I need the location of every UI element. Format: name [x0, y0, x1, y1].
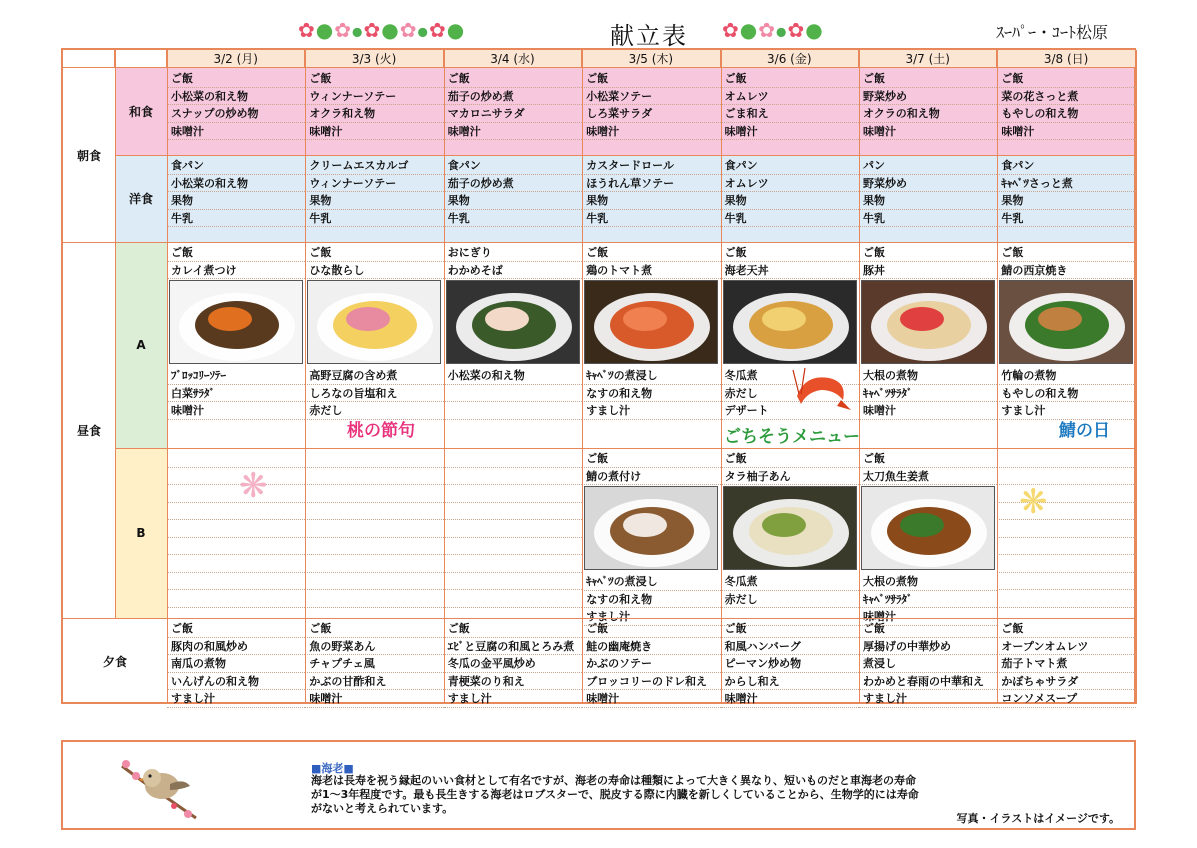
menu-item: カレイ煮つけ [167, 262, 305, 280]
menu-item: 小松菜の和え物 [444, 367, 582, 385]
menu-item: タラ柚子あん [721, 468, 859, 486]
facility-name: ｽｰﾊﾟｰ・ｺｰﾄ松原 [996, 23, 1109, 42]
corner-cell [115, 50, 167, 68]
note-box [61, 740, 1136, 830]
menu-item: ｴﾋﾞと豆腐の和風とろみ煮 [444, 638, 582, 656]
menu-item: かぼちゃサラダ [997, 673, 1135, 691]
decoration-right: ✿●✿●✿● [722, 18, 824, 42]
menu-item: ｷｬﾍﾞﾂｻﾗﾀﾞ [859, 591, 997, 609]
menu-item: ﾌﾞﾛｯｺﾘｰｿﾃｰ [167, 367, 305, 385]
menu-item: 竹輪の煮物 [997, 367, 1135, 385]
lunch-b-label: B [136, 526, 146, 540]
empty-row [444, 520, 582, 538]
menu-item: スナップの炒め物 [167, 105, 305, 123]
menu-item: ほうれん草ソテー [582, 175, 720, 193]
menu-item: しろなの旨塩和え [305, 385, 443, 403]
menu-item: ごま和え [721, 105, 859, 123]
empty-row [305, 573, 443, 591]
menu-item: オクラ和え物 [305, 105, 443, 123]
menu-item: 果物 [167, 192, 305, 210]
menu-item: もやしの和え物 [997, 385, 1135, 403]
menu-item: ご飯 [582, 244, 720, 262]
menu-item: 小松菜ソテー [582, 88, 720, 106]
menu-item: 食パン [444, 157, 582, 175]
menu-item: 味噌汁 [444, 123, 582, 141]
empty-row [167, 503, 305, 521]
menu-item: わかめそば [444, 262, 582, 280]
menu-item: すまし汁 [167, 690, 305, 708]
event-momo-no-sekku: 桃の節句 [347, 421, 415, 441]
menu-item: ご飯 [721, 620, 859, 638]
dinner-label: 夕食 [102, 654, 127, 669]
page-title: 献立表 [610, 22, 688, 50]
menu-item: 赤だし [305, 402, 443, 420]
menu-item: 味噌汁 [582, 123, 720, 141]
frog-icon: ● [315, 18, 335, 42]
menu-item: 味噌汁 [859, 608, 997, 626]
menu-item: 味噌汁 [721, 123, 859, 141]
menu-item: おにぎり [444, 244, 582, 262]
menu-item: 食パン [167, 157, 305, 175]
menu-item: かぶのソテー [582, 655, 720, 673]
flower-icon: ✿ [758, 18, 776, 42]
day-header: 3/4 (水) [444, 50, 582, 68]
breakfast-label: 朝食 [76, 148, 101, 163]
menu-item: 太刀魚生姜煮 [859, 468, 997, 486]
grid-line [305, 50, 306, 704]
menu-item: 魚の野菜あん [305, 638, 443, 656]
menu-item: ご飯 [305, 620, 443, 638]
yoshoku-label: 洋食 [128, 192, 153, 206]
menu-item: ご飯 [721, 244, 859, 262]
corner-cell [63, 50, 115, 68]
menu-item: 冬瓜煮 [721, 573, 859, 591]
empty-row [997, 520, 1135, 538]
empty-row [305, 538, 443, 556]
empty-row [167, 555, 305, 573]
menu-item: ご飯 [859, 70, 997, 88]
grid-line [167, 50, 168, 704]
empty-row [444, 555, 582, 573]
menu-item: ご飯 [582, 620, 720, 638]
menu-item: 豚丼 [859, 262, 997, 280]
chicken-tomato-photo [584, 280, 718, 364]
note-line: 海老は長寿を祝う縁起のいい食材として有名ですが、海老の寿命は種類によって大きく異なり、短いものだと車海老の寿命 [311, 774, 916, 787]
menu-item: オムレツ [721, 175, 859, 193]
menu-item: からし和え [721, 673, 859, 691]
menu-item: 味噌汁 [859, 123, 997, 141]
menu-item: ご飯 [582, 70, 720, 88]
menu-item: 茄子の炒め煮 [444, 175, 582, 193]
menu-item: ご飯 [859, 450, 997, 468]
simmered-mackerel-photo [584, 486, 718, 570]
empty-row [305, 485, 443, 503]
menu-item: マカロニサラダ [444, 105, 582, 123]
grid-line [63, 618, 1134, 619]
menu-item: ご飯 [721, 450, 859, 468]
menu-item: 大根の煮物 [859, 573, 997, 591]
menu-item: ウィンナーソテー [305, 88, 443, 106]
menu-item [444, 402, 582, 420]
menu-item: オープンオムレツ [997, 638, 1135, 656]
menu-item: 小松菜の和え物 [167, 175, 305, 193]
grid-line [721, 50, 722, 704]
empty-row [305, 520, 443, 538]
empty-row [305, 590, 443, 608]
flower-icon: ✿ [363, 18, 382, 42]
frog-icon: ● [446, 18, 466, 42]
menu-item: ご飯 [167, 70, 305, 88]
menu-item: 鮭の幽庵焼き [582, 638, 720, 656]
menu-item: 煮浸し [859, 655, 997, 673]
note-heading: ■海老■ [311, 762, 354, 775]
menu-item: 厚揚げの中華炒め [859, 638, 997, 656]
menu-item: コンソメスープ [997, 690, 1135, 708]
day-header: 3/5 (木) [582, 50, 720, 68]
menu-item: ご飯 [444, 70, 582, 88]
flower-icon: ✿ [722, 18, 740, 42]
menu-item [721, 608, 859, 626]
menu-item: ご飯 [859, 620, 997, 638]
menu-item: 小松菜の和え物 [167, 88, 305, 106]
menu-item: 鯖の西京焼き [997, 262, 1135, 280]
grid-line [115, 448, 1134, 449]
menu-item: 赤だし [721, 385, 859, 403]
menu-item: 味噌汁 [167, 402, 305, 420]
menu-item: ご飯 [305, 70, 443, 88]
menu-item: ピーマン炒め物 [721, 655, 859, 673]
menu-item: ご飯 [997, 620, 1135, 638]
menu-item: パン [859, 157, 997, 175]
empty-row [167, 573, 305, 591]
chirashi-sushi-photo [307, 280, 441, 364]
menu-item: 野菜炒め [859, 175, 997, 193]
washoku-label: 和食 [128, 105, 153, 119]
menu-item: 野菜炒め [859, 88, 997, 106]
menu-item: 食パン [721, 157, 859, 175]
menu-item: 牛乳 [859, 210, 997, 228]
empty-row [305, 450, 443, 468]
empty-row [167, 520, 305, 538]
menu-item: 牛乳 [305, 210, 443, 228]
menu-item: 豚肉の和風炒め [167, 638, 305, 656]
menu-item: 果物 [721, 192, 859, 210]
menu-item: チャプチェ風 [305, 655, 443, 673]
menu-item: すまし汁 [997, 402, 1135, 420]
menu-item: 赤だし [721, 591, 859, 609]
menu-item: 果物 [305, 192, 443, 210]
menu-item: クリームエスカルゴ [305, 157, 443, 175]
empty-row [167, 590, 305, 608]
menu-item: オムレツ [721, 88, 859, 106]
note-body [311, 774, 1011, 816]
flower-icon: ❋ [1019, 482, 1048, 522]
menu-item: 味噌汁 [305, 123, 443, 141]
menu-item: ひな散らし [305, 262, 443, 280]
menu-item: 食パン [997, 157, 1135, 175]
menu-item: 鶏のトマト煮 [582, 262, 720, 280]
menu-item: わかめと春雨の中華和え [859, 673, 997, 691]
day-header: 3/2 (月) [167, 50, 305, 68]
sakura-icon: ❋ [239, 466, 268, 506]
empty-row [167, 485, 305, 503]
note-line: がないと考えられています。 [311, 802, 454, 815]
cutlassfish-ginger-photo [861, 486, 995, 570]
menu-item [444, 385, 582, 403]
note-footer: 写真・イラストはイメージです。 [956, 812, 1120, 825]
menu-item: オクラの和え物 [859, 105, 997, 123]
menu-item: なすの和え物 [582, 591, 720, 609]
menu-item: 果物 [859, 192, 997, 210]
menu-item: 菜の花さっと煮 [997, 88, 1135, 106]
menu-item: デザート [721, 402, 859, 420]
empty-row [997, 590, 1135, 608]
menu-item: カスタードロール [582, 157, 720, 175]
frog-icon: ● [381, 18, 400, 42]
menu-item: ｷｬﾍﾞﾂの煮浸し [582, 367, 720, 385]
lunch-label: 昼食 [76, 423, 101, 438]
menu-item: ご飯 [582, 450, 720, 468]
grid-line [997, 50, 998, 704]
menu-item: 青梗菜のり和え [444, 673, 582, 691]
empty-row [305, 555, 443, 573]
menu-item: しろ菜サラダ [582, 105, 720, 123]
menu-item: 白菜ｻﾗﾀﾞ [167, 385, 305, 403]
menu-item: 和風ハンバーグ [721, 638, 859, 656]
empty-row [997, 573, 1135, 591]
menu-item: すまし汁 [859, 690, 997, 708]
flower-icon: ✿ [399, 18, 418, 42]
menu-item: もやしの和え物 [997, 105, 1135, 123]
decoration-left: ✿●✿●✿●✿●✿● [298, 18, 466, 42]
empty-row [305, 503, 443, 521]
empty-row [997, 555, 1135, 573]
menu-item: ご飯 [167, 620, 305, 638]
empty-row [444, 573, 582, 591]
menu-item: 牛乳 [582, 210, 720, 228]
menu-item: すまし汁 [582, 608, 720, 626]
grid-line [115, 155, 1134, 156]
menu-item: ご飯 [305, 244, 443, 262]
day-header: 3/7 (土) [859, 50, 997, 68]
menu-item: 味噌汁 [305, 690, 443, 708]
menu-item: 茄子トマト煮 [997, 655, 1135, 673]
shrimp-tendon-photo [723, 280, 857, 364]
event-saba-no-hi: 鯖の日 [1059, 421, 1110, 441]
empty-row [444, 468, 582, 486]
menu-item: 果物 [582, 192, 720, 210]
flower-icon: ✿ [428, 18, 447, 42]
menu-item: 牛乳 [167, 210, 305, 228]
menu-item: 味噌汁 [721, 690, 859, 708]
menu-item: 冬瓜煮 [721, 367, 859, 385]
grilled-mackerel-photo [999, 280, 1133, 364]
menu-item: 海老天丼 [721, 262, 859, 280]
menu-item: 茄子の炒め煮 [444, 88, 582, 106]
menu-item: ブロッコリーのドレ和え [582, 673, 720, 691]
menu-table [61, 48, 1136, 704]
grid-line [1136, 50, 1137, 704]
menu-item: 大根の煮物 [859, 367, 997, 385]
menu-item: 牛乳 [721, 210, 859, 228]
empty-row [444, 538, 582, 556]
menu-item: すまし汁 [582, 402, 720, 420]
menu-item: 味噌汁 [167, 123, 305, 141]
menu-item: なすの和え物 [582, 385, 720, 403]
note-line: が1～3年程度です。最も長生きする海老はロブスターで、脱皮する際に内臓を新しくしていることから、生物学的には寿命 [311, 788, 919, 801]
empty-row [167, 450, 305, 468]
menu-item: ｷｬﾍﾞﾂの煮浸し [582, 573, 720, 591]
menu-item: 牛乳 [444, 210, 582, 228]
grid-line [582, 50, 583, 704]
flower-icon: ✿ [298, 18, 316, 42]
menu-item: すまし汁 [444, 690, 582, 708]
menu-item: ご飯 [167, 244, 305, 262]
bird-on-branch-illustration [118, 756, 200, 822]
empty-row [444, 485, 582, 503]
empty-row [444, 503, 582, 521]
menu-item: 南瓜の煮物 [167, 655, 305, 673]
frog-icon: ● [739, 18, 759, 42]
menu-item: ご飯 [721, 70, 859, 88]
day-header: 3/3 (火) [305, 50, 443, 68]
day-header: 3/8 (日) [997, 50, 1135, 68]
grid-line [444, 50, 445, 704]
menu-item: ウィンナーソテー [305, 175, 443, 193]
menu-item: 果物 [444, 192, 582, 210]
menu-item: ｷｬﾍﾞﾂさっと煮 [997, 175, 1135, 193]
flower-icon: ✿ [787, 18, 806, 42]
menu-item: ｷｬﾍﾞﾂｻﾗﾀﾞ [859, 385, 997, 403]
menu-item: 味噌汁 [859, 402, 997, 420]
empty-row [997, 538, 1135, 556]
menu-item: 牛乳 [997, 210, 1135, 228]
menu-item: 鯖の煮付け [582, 468, 720, 486]
empty-row [997, 450, 1135, 468]
menu-item: 冬瓜の金平風炒め [444, 655, 582, 673]
empty-row [444, 450, 582, 468]
empty-row [167, 538, 305, 556]
menu-item: 果物 [997, 192, 1135, 210]
butadon-photo [861, 280, 995, 364]
menu-item: ご飯 [997, 244, 1135, 262]
shrimp-icon [791, 366, 855, 414]
menu-item: 味噌汁 [997, 123, 1135, 141]
grid-line [859, 50, 860, 704]
menu-item: ご飯 [859, 244, 997, 262]
empty-row [167, 468, 305, 486]
cod-yuzu-photo [723, 486, 857, 570]
empty-row [305, 468, 443, 486]
menu-item: いんげんの和え物 [167, 673, 305, 691]
menu-item: 高野豆腐の含め煮 [305, 367, 443, 385]
menu-item: ご飯 [444, 620, 582, 638]
grid-line [115, 50, 116, 618]
menu-item: かぶの甘酢和え [305, 673, 443, 691]
menu-item: 味噌汁 [582, 690, 720, 708]
empty-row [444, 590, 582, 608]
lunch-a-label: A [136, 338, 146, 352]
event-gochisou-menu: ごちそうメニュー [724, 427, 860, 447]
grid-line [63, 242, 1134, 243]
flower-icon: ✿ [334, 18, 352, 42]
simmered-flounder-photo [169, 280, 303, 364]
frog-icon: ● [805, 18, 824, 42]
menu-item: ご飯 [997, 70, 1135, 88]
day-header: 3/6 (金) [721, 50, 859, 68]
wakame-soba-photo [446, 280, 580, 364]
